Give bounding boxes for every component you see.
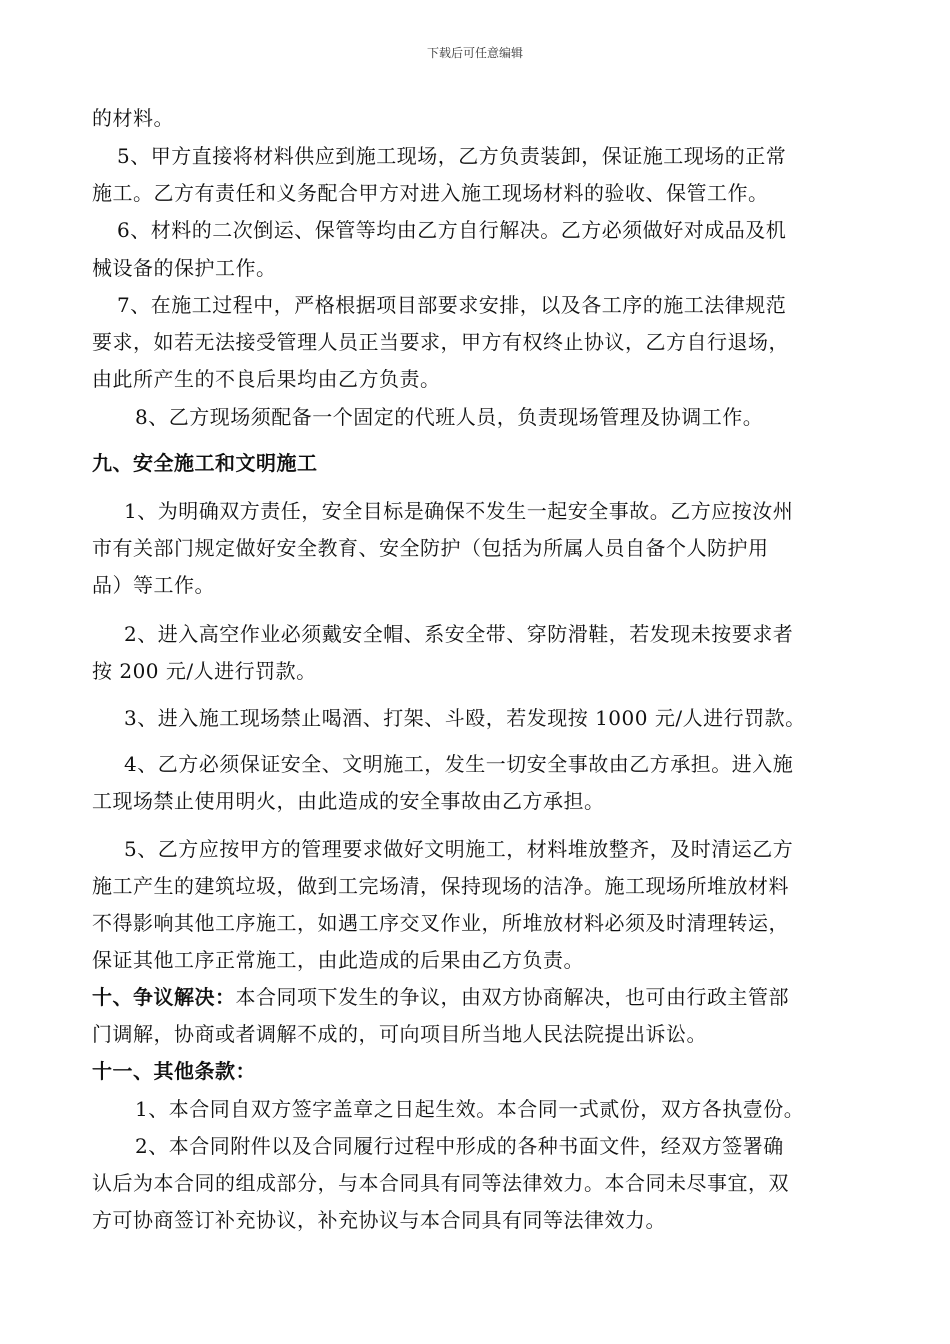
- paragraph-line: 认后为本合同的组成部分，与本合同具有同等法律效力。本合同未尽事宜，双: [92, 1171, 789, 1195]
- paragraph-line: 8、乙方现场须配备一个固定的代班人员，负责现场管理及协调工作。: [135, 405, 764, 429]
- paragraph-line: 工现场禁止使用明火，由此造成的安全事故由乙方承担。: [92, 789, 605, 813]
- section-heading-10-line: [92, 985, 789, 1009]
- paragraph-line: 1、本合同自双方签字盖章之日起生效。本合同一式贰份，双方各执壹份。: [135, 1097, 805, 1121]
- paragraph-line: 方可协商签订补充协议，补充协议与本合同具有同等法律效力。: [92, 1208, 666, 1232]
- paragraph-line: 械设备的保护工作。: [92, 256, 277, 280]
- paragraph-line: 市有关部门规定做好安全教育、安全防护（包括为所属人员自备个人防护用: [92, 536, 769, 560]
- paragraph-line: 5、乙方应按甲方的管理要求做好文明施工，材料堆放整齐，及时清运乙方: [124, 837, 794, 861]
- section-10-text: 本合同项下发生的争议，由双方协商解决，也可由行政主管部: [235, 985, 789, 1009]
- paragraph-line: 6、材料的二次倒运、保管等均由乙方自行解决。乙方必须做好对成品及机: [117, 218, 787, 242]
- paragraph-line: 1、为明确双方责任，安全目标是确保不发生一起安全事故。乙方应按汝州: [124, 499, 794, 523]
- paragraph-line: 要求，如若无法接受管理人员正当要求，甲方有权终止协议，乙方自行退场，: [92, 330, 789, 354]
- paragraph-line: 由此所产生的不良后果均由乙方负责。: [92, 367, 441, 391]
- header-note: 下载后可任意编辑: [426, 46, 523, 60]
- paragraph-line: 的材料。: [92, 106, 174, 130]
- section-heading-9: 九、安全施工和文明施工: [92, 451, 318, 475]
- paragraph-line: 5、甲方直接将材料供应到施工现场，乙方负责装卸，保证施工现场的正常: [117, 144, 787, 168]
- paragraph-line: 门调解，协商或者调解不成的，可向项目所当地人民法院提出诉讼。: [92, 1022, 707, 1046]
- paragraph-line: 2、进入高空作业必须戴安全帽、系安全带、穿防滑鞋，若发现未按要求者: [124, 622, 794, 646]
- paragraph-line: 按 200 元/人进行罚款。: [92, 659, 317, 683]
- paragraph-line: 7、在施工过程中，严格根据项目部要求安排，以及各工序的施工法律规范: [117, 293, 787, 317]
- paragraph-line: 不得影响其他工序施工，如遇工序交叉作业，所堆放材料必须及时清理转运，: [92, 911, 789, 935]
- paragraph-line: 4、乙方必须保证安全、文明施工，发生一切安全事故由乙方承担。进入施: [124, 752, 794, 776]
- paragraph-line: 保证其他工序正常施工，由此造成的后果由乙方负责。: [92, 948, 584, 972]
- paragraph-line: 3、进入施工现场禁止喝酒、打架、斗殴，若发现按 1000 元/人进行罚款。: [124, 706, 806, 730]
- paragraph-line: 施工。乙方有责任和义务配合甲方对进入施工现场材料的验收、保管工作。: [92, 181, 769, 205]
- paragraph-line: 品）等工作。: [92, 573, 215, 597]
- paragraph-line: 2、本合同附件以及合同履行过程中形成的各种书面文件，经双方签署确: [135, 1134, 784, 1158]
- paragraph-line: 施工产生的建筑垃圾，做到工完场清，保持现场的洁净。施工现场所堆放材料: [92, 874, 789, 898]
- section-heading-11: 十一、其他条款：: [92, 1059, 256, 1083]
- section-heading-10: 十、争议解决：: [92, 985, 236, 1009]
